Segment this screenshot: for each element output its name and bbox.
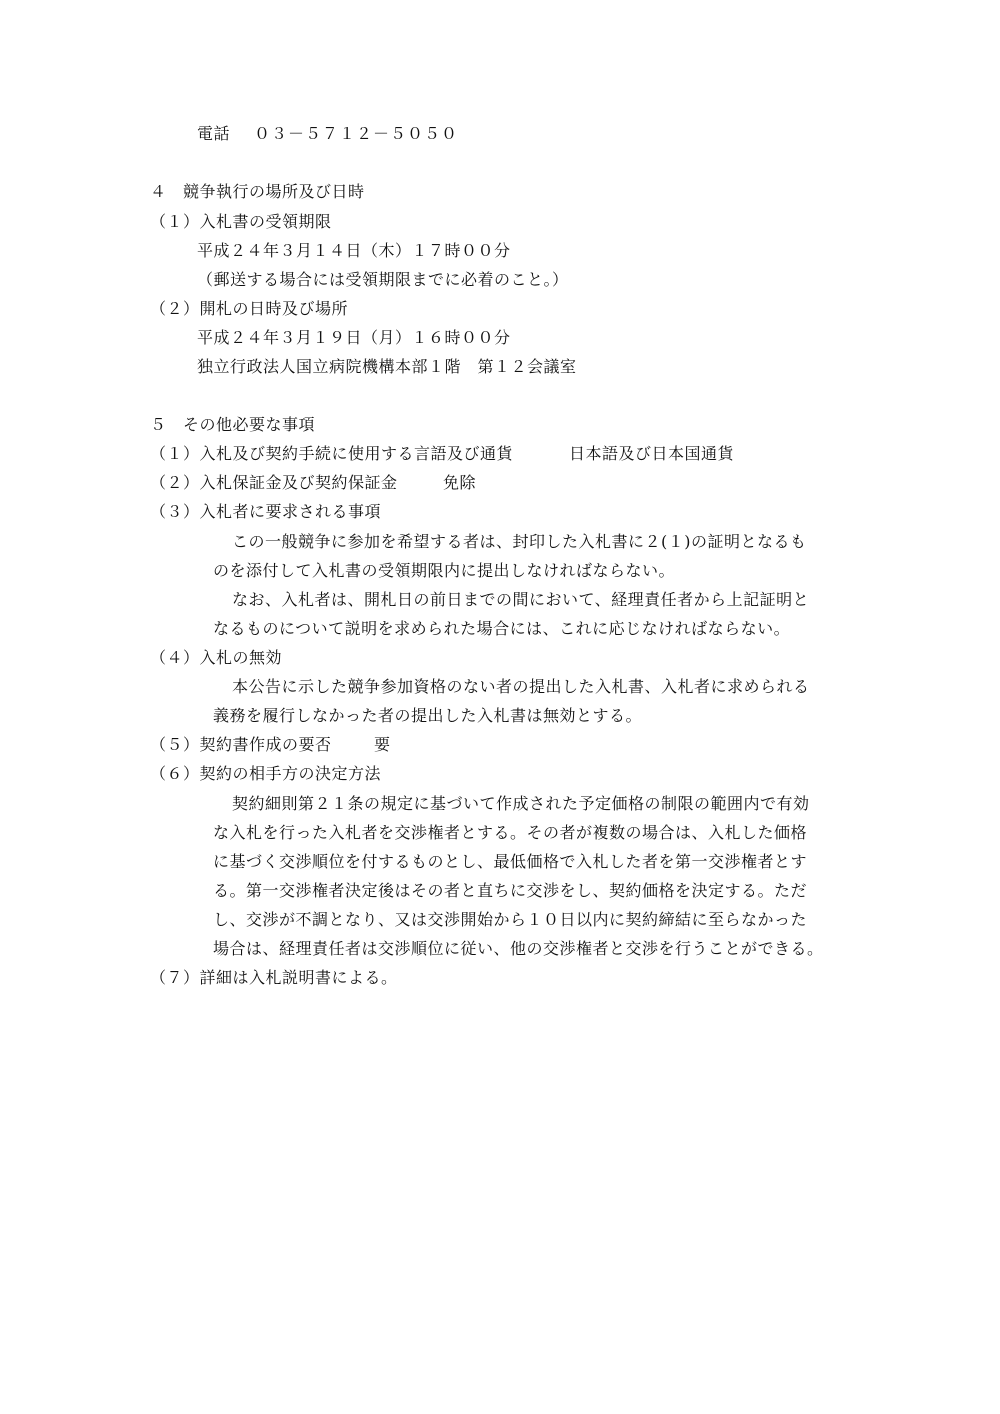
section4-item2-label: （２）開札の日時及び場所 (150, 299, 349, 318)
section4-item2-datetime: 平成２４年３月１９日（月）１６時００分 (197, 328, 511, 347)
section5-item5-value: 要 (374, 735, 391, 754)
section4-item1-label: （１）入札書の受領期限 (150, 212, 332, 231)
section5-item2-value: 免除 (443, 473, 477, 492)
section5-item3-line: なお、入札者は、開札日の前日までの間において、経理責任者から上記証明と (232, 590, 810, 609)
section4-item1-datetime: 平成２４年３月１４日（木）１７時００分 (197, 241, 511, 260)
phone-line (197, 124, 458, 144)
section5-item2 (150, 473, 477, 493)
section5-item3-line: この一般競争に参加を希望する者は、封印した入札書に２(１)の証明となるも (232, 532, 807, 551)
section5-item5-label: （５）契約書作成の要否 (150, 735, 332, 754)
section4-item2-place: 独立行政法人国立病院機構本部１階 第１２会議室 (197, 357, 577, 376)
section5-item6-line: に基づく交渉順位を付するものとし、最低価格で入札した者を第一交渉権者とす (213, 852, 808, 871)
section5-heading: ５ その他必要な事項 (150, 415, 316, 434)
section5-item6-line: る。第一交渉権者決定後はその者と直ちに交渉をし、契約価格を決定する。ただ (213, 881, 808, 900)
section5-item4-line: 義務を履行しなかった者の提出した入札書は無効とする。 (213, 706, 643, 725)
section5-item2-label: （２）入札保証金及び契約保証金 (150, 473, 398, 492)
section5-item6-label: （６）契約の相手方の決定方法 (150, 764, 382, 783)
section5-item3-line: のを添付して入札書の受領期限内に提出しなければならない。 (213, 561, 676, 580)
section5-item6-line: な入札を行った入札者を交渉権者とする。その者が複数の場合は、入札した価格 (213, 823, 808, 842)
section5-item4-label: （４）入札の無効 (150, 648, 283, 667)
phone-label: 電話 (197, 124, 231, 143)
section5-item6-line: 場合は、経理責任者は交渉順位に従い、他の交渉権者と交渉を行うことができる。 (213, 939, 824, 958)
section5-item6-line: 契約細則第２１条の規定に基づいて作成された予定価格の制限の範囲内で有効 (232, 794, 810, 813)
section5-item1-label: （１）入札及び契約手続に使用する言語及び通貨 (150, 444, 514, 463)
section5-item7-label: （７）詳細は入札説明書による。 (150, 968, 398, 987)
section4-heading: ４ 競争執行の場所及び日時 (150, 182, 365, 201)
section5-item3-label: （３）入札者に要求される事項 (150, 502, 382, 521)
section5-item4-line: 本公告に示した競争参加資格のない者の提出した入札書、入札者に求められる (232, 677, 810, 696)
section5-item1-value: 日本語及び日本国通貨 (569, 444, 735, 463)
section5-item5 (150, 735, 391, 755)
section5-item1 (150, 444, 735, 464)
section4-item1-note: （郵送する場合には受領期限までに必着のこと。） (197, 270, 569, 289)
section5-item3-line: なるものについて説明を求められた場合には、これに応じなければならない。 (213, 619, 791, 638)
section5-item6-line: し、交渉が不調となり、又は交渉開始から１０日以内に契約締結に至らなかった (213, 910, 808, 929)
phone-number: ０３－５７１２－５０５０ (254, 124, 459, 143)
